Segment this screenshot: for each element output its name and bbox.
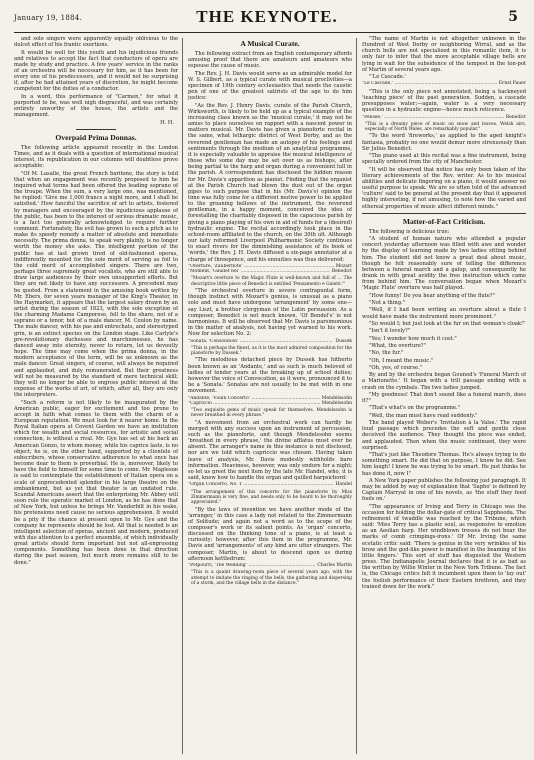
column-3 [362, 36, 526, 756]
newspaper-title: THE KEYNOTE. [196, 7, 338, 26]
programme-item-composer: Mendelssohn [321, 395, 352, 401]
page-number: 5 [508, 9, 518, 25]
programme-item-composer: Benedict [331, 269, 352, 275]
programme-list [188, 396, 352, 407]
paragraph: "How funny! Do you hear anything of the flute?" [369, 292, 495, 299]
column-rule [356, 38, 357, 754]
paragraph: "Such a reform is not likely to be inaugurated by the American public, eager for excitement and too prone to accept in faith what comes to them with the charm of a European reputation. We must look for it nearer home. In the Royal Italian opera at Covent Garden we have an institution which for wealth and social resources, for artistic and social connection, is without a rival. Mr. Gye has set at his back an American Gonzo, to whom money, while his caprice lasts, is no object; he is, on the other hand, supported by a clientele of subscribers, whose conservative adherence to what once has become dear to them is proverbial. He is, moreover, likely to have the field to himself for some time to come. Mr. Mapleson is said to contemplate the establishment of Italian opera on a scale of unprecedented splendor in his large theatre on the embankment, but as yet that theater is an undated rule. Scandal Americans assert that the enterprising Mr. Abbey will soon rule the operatic market of London, as he has done that of New York, but unless he brings Mr. Vanderbilt in his wake, his pretensions need cause no serious apprehension. It would be a pity if the chance at present open to Mr. Gye and the company he represents should be lost. All that is needed is an intelligent selection of operas, ancient and modern, produced with due attention to a perfect ensemble, of which individually great artists should form important but not all-engrossing components. Something has been done in that direction during the past season, but much more remains still to be done." [14, 399, 178, 566]
paragraph: "What, the overture?" [369, 342, 426, 349]
programme-note: "This is a dreamy piece of music on snow and leaves. Welsh airs, especially of North Wales, are remarkably popular." [365, 121, 526, 133]
paragraph: "The name of Martin is not altogether unknown in the Hundred of West Derby or neighboring Wirral, and as the church bells are not specialized in this romantic item, it is only fair to infer that the more acceptable village bells are lying in wait for the subsidence of the tempest in the ton-pot of Martin of several years ago. [362, 36, 526, 73]
paragraph: "A student of human nature who attended a popular concert yesterday afternoon was filled with awe and wonder by the display of learning made by two ladies sitting behind him. The student did not know a great deal about music, though he felt reasonably sure of telling the difference between a funeral march and a galop, and consequently he drank in with great avidity the free instruction which came from behind him. The conversation began when Mozart's 'Magic Flute' overture was half played. [362, 236, 526, 292]
paragraph: It would be well for this youth and his injudicious friends and relatives to accept the fact that conductors of opera are made by study and practice. A few years' service in the ranks of an orchestra will be necessary for him, as it has been for every one of his predecessors, and it would not be surprising if, after he had attained years of discretion, he might become competent for the duties of a conductor. [14, 49, 178, 93]
programme-item-title: "Pensée,' ..... [362, 115, 504, 120]
programme-note: "The arrangement of this concerto for the pianoforte by Miss Zimmermann is very fine, and needs only to be heard to be thoroughly appreciated." [191, 489, 352, 506]
paragraph: "This is the only piece not annotated, being a hackneyed 'teaching piece' of the past generation. Sudden, a cascade presupposes water;—again, water is a very necessary question in a hydraulic engine—hence much reticence. [362, 88, 526, 114]
paragraph: "Oh, I meant the music." [369, 357, 434, 364]
programme-item-composer: Handel [335, 482, 352, 488]
programme-item-title: "Le Cascade,' ..... [362, 81, 497, 86]
programme-item [188, 482, 352, 487]
programme-item-title: "Moment, 'Gaudet bei' ..... [188, 269, 330, 274]
paragraph: "Well, if I had been writing an overture about a flute I would have made the instrument more prominent." [362, 307, 526, 320]
paragraph: "It will be observed that notice has only been taken of the literary achievements of the Rev. writer. As to his musical abilities and delicate fingering on a piano, it would answer no useful purpose to speak. We are so often told of the advanced 'culture' said to be general at the present day that it appeared highly interesting, if not amusing, to note how the varied and ethereal properties of music affect different minds." [362, 166, 526, 210]
paragraph: The following article appeared recently in the London Times, and as it deals with a question of international musical interest, its republication in our columns will doubtless prove acceptable: [14, 144, 178, 170]
programme-item [188, 563, 352, 568]
paragraph: "That's what's on the programme." [369, 405, 460, 412]
paragraph: and solo singers were apparently equally oblivious to the dulcet effect of his frantic exertions. [14, 36, 178, 49]
paragraph: The following is delicious true: [369, 228, 450, 235]
paragraph: "A movement from an orchestral work can hardly be merged with any success upon an instrument of percussion, such as the pianoforte, and though Mendelssohn seems 'breathed in every phrase,' the divine afflatus must ever be absent. The arranger's name in this instance is not disclosed, nor are we told which capriccio was chosen. Having taken leave of analysis, Mr. Davis modestly withholds bare information. Heaviness, however, was only endure for a night; so let us greet the next item by the late Mr. Handel, who, it is said, knew how to handle the organ and quilled harpsichord: [188, 419, 352, 482]
programme-item [188, 401, 352, 406]
programme-list [362, 115, 526, 120]
paragraph: "By the laws of invention we have another mode of the 'arranger,' in this case a lady not related to the Zimmermann of Solitude; and again not a word as to the scope of the composer's work or its salient points. As 'organ' concerto, discussed on the thinking tone of a piano, is at least a curiosity: however, after this item in the programme, Mr. Davis and 'arrangements' of any kind are utter strangers. The composer, Martin, is about to descend upon us during afternoon kettledrum: [188, 506, 352, 562]
paragraph: "Not a thing." [369, 300, 405, 306]
programme-item-composer: Dussek [335, 338, 352, 344]
column-rule [182, 38, 183, 754]
paragraph: "Oh, yes, of course." [369, 364, 423, 371]
programme-item [362, 81, 526, 86]
programme-note: "This is perhaps the finest, as it is the most admired composition for the pianoforte by Dussek." [191, 345, 352, 356]
divider [76, 129, 116, 130]
article-heading: Matter-of-Fact Criticism. [402, 216, 486, 226]
paragraph: The Rev. J. H. Davis would serve as an admirable model for W. S. Gilbert, as a typical curate with musical proclivities—a specimen of 19th century ecclesiastics that needs the caustic pen of one of the greatest satirists of the age to do him justice: [188, 70, 352, 102]
programme-note: "Mozart's overture to the Magic Flute is well-known and full of ... The descriptive little piece of Benedict is entitled 'Pensamento e Gaieté.'" [191, 276, 352, 287]
paragraph: "My goodness! That don't sound like a funeral march, does it?" [362, 391, 526, 405]
programme-item-title: "Potpourri, 'The Wedding' ..... [188, 563, 315, 568]
programme-item-title: "Sonata, 'Consolation' ..... [188, 339, 333, 344]
paragraph: A New York paper publishes the following just paragraph. It may be added by way of explanation that 'Sapho' is defined by Captain Marryat in one of his novels, as 'the stuff they feed fools on.' [362, 477, 526, 503]
programme-item-title: "Overture, 'Zauberflote' ..... [188, 264, 334, 269]
programme-list [188, 339, 352, 344]
masthead [14, 6, 520, 33]
programme-item-title: "Capriccio ..... [188, 401, 320, 406]
programme-item-composer: Charles Martin [317, 563, 352, 569]
programme-item-title: "Organ Concerto, No. 1 ..... [188, 482, 334, 487]
programme-item-composer: Mozart [335, 263, 352, 269]
programme-item [188, 339, 352, 344]
paragraph: "Yes; I wonder how much it cost." [369, 335, 457, 342]
programme-item-composer: Mendelssohn [321, 400, 352, 406]
paragraph: "Well, the man must have read suddenly." [369, 412, 478, 419]
article-heading: A Musical Curate. [240, 39, 300, 48]
divider [362, 213, 526, 214]
programme-list [362, 81, 526, 86]
programme-list [188, 482, 352, 487]
issue-date: January 19, 1884. [14, 14, 83, 22]
programme-item [188, 269, 352, 274]
paragraph: "That's just like Theodore Thomas. He's always trying to do something smart. He did that on purpose, I know he did. See him laugh! I knew he was trying to be smart. He just thinks he has done it, now I" [362, 452, 526, 477]
paragraph: "The orchestral overture in severe contrapuntal form, though instinct with Mozart's genius, is unusual as a piano solo and must have undergone 'arrangement' by some one—say Liszt, a brother clergyman of the Latin persuasion. As a composer, Benedict is not much known. 'Of Bendel's' is not harmonious. It will be observed that Mr. Davis is parsimonious in the matter of analysis, not having yet warned to his work. Now for selection No. 2: [188, 288, 352, 338]
paragraph: By and by the orchestra began Gounod's 'Funeral March of a Marionette.' It began with a trill passage ending with a crash on the cymbals. The two ladies jumped. [362, 372, 526, 391]
paragraph: "The melodious detached piece by Dussek has hitherto been known as an 'Andante,' and as such is much beloved of ladies of tender years at the breaking up of school duties; however the voice of Convocation, as it were, pronounced it to be a 'Sonata.' Sonatas are not usually to be met with in one movement. [188, 357, 352, 395]
paragraph: "The piano used at this recital was a fine instrument, being specially ordered from the city of Manchester. [362, 153, 526, 166]
programme-item-title: "Andante, 'Violin Concerto' ..... [188, 396, 320, 401]
programme-item-composer: Ernst Pauer [498, 81, 526, 87]
programme-note: "This is a quaint drawing-room piece of several years ago, with the attempt to imitate the ringing of the bells, the gathering and dispersing of a storm, and the village bells in the distance." [191, 570, 352, 586]
article-heading: Overpaid Prima Donnas. [55, 132, 137, 142]
paragraph: "The appearance of Irving and Terry in Chicago was the occasion for holding the dollar-gate of critical Sapphooda. The refinement of twaddle was reached by the Tribune, which said: 'Miss Terry has a plastic soul, as responsive to emotion as an Aeolian harp. Her windblown tresses do not bear the marks of comb crimpings-irons.' Of Mr. Irving the same ecstatic critic said: 'There is genius in the very wrinkles of his brow and the god-like power is manifest in the beaming of his little fingers.' This sort of stuff has disgusted the Western press. The Indianapolis Journal declares that it is as bad as the written by Willie Winter in the New York Tribune. The fact is, the Chicago critics felt it incumbent upon them to 'lay out' the foolish performance of their Eastern brethren, and they trained down for the work." [362, 503, 526, 590]
paragraph: "Isn't it lovely?" [369, 328, 411, 335]
paragraph: The band played Weber's 'Invitation à la Valse.' The rapid loud passage which precedes the soft and gentle close deceived the audience. They thought the piece was ended, and applauded. Then when the music continued, they were surprised. [362, 420, 526, 451]
programme-item-composer: Benedict [505, 114, 526, 120]
paragraph: "To the word 'fireworks,' as applied to the aged knight's fantasia, probably no one would demur more strenuously than Sir Julius Benedict. [362, 133, 526, 152]
paragraph: "No, the fur." [369, 350, 404, 357]
programme-note: "Two exquisite gems of music speak for themselves. Mendelssohn is never breathed in every phrase." [191, 408, 352, 419]
paragraph: The following extract from an English contemporary affords amusing proof that there are amateurs and amateurs who espouse the cause of music. [188, 51, 352, 70]
column-1 [14, 36, 178, 756]
paragraph: "As the Rev. J. Henry Davis, curate of the Parish Church, Wirksworth, is likely to be held up as a typical example of the increasing class known as the 'musical curate,' it may not be amiss to place ourselves en rapport with a nascent power in matters musical. Mr. Davis has given a pianoforte recital in the same, what lethargic district of West Derby, and as the reverend gentleman has made an autopsy of his feelings and sentiments through the medium of an analytical programme, it is especially valuable to appraise the musical intelligence of those who some day may be set over us as bishops, after being partial to the harp and organ during a convenient lull in the parish. A correspondent has disclosed the hidden reason for Mr. Davis's apparition as pianist. Finding that the organist at the Parish Church had blown the dust out of the organ pipes to such purpose that in his (Mr. Davis's) opinion the time was fully come for a different motive power to be applied to the groaning bellows of the instrument, the reverend gentleman, in a happy moment, conceived the idea of forestalling the charitably disposed in the capacious parish by giving a piano playing of his own in aid of funds for a (desired) hydraulic engine. The recital accordingly took place in the school-room affiliated to the church, on the 30th ult. Although our laity reformed Liverpool Philharmonic Society continues to exact rivers for the diminishing assistance of its book of 'words,' the Rev. J. H. Davis diffused a six-page annotator at a charge of threepence, and his ennuities was thus delivered: [188, 102, 352, 263]
programme-item [362, 115, 526, 120]
column-2 [188, 36, 352, 756]
paragraph: "'Le Cascade.' [369, 74, 406, 81]
programme-list [188, 563, 352, 568]
paragraph: In a word, this performance of "Carmen," for what it purported to be, was well nigh disgraceful, and was certainly entirely unworthy of the house, the artists and the management. [14, 93, 178, 119]
paragraph: "Of M. Lasalle, the great French baritone, the story is told that when an engagement was recently proposed to him he inquired what terms had been offered the leading soprano of the troupe. When the sum, a very large one, was mentioned, he replied: 'Give me 1,000 francs a night more, and I shall be satisfied.' How fanciful the sacrifice of art to artists, fostered by managers and encouraged by the injudicious applause of the public, has been to the interest of serious dramatic music, is a fact too generally acknowledged to require further comment. Fortunately, the evil has grown to such a pitch as to make its speedy remedy a matter of absolute and immediate necessity. The prima donna, to speak very plainly, is no longer worth the money she asks. The intelligent portion of the public has at last grown tired of old-fashioned operas, indifferently mounted for the sole merit of serving as foil to the cold merit of accomplished singers. There are two, perhaps three supremely great vocalists, who are still able to draw large audiences by their own unsupported efforts. But they are not likely to have any successors. A precedent may be quoted. From a statement in the amusing book written by Mr. Ebers, for seven years manager of the King's Theater, in the Haymarket, it appears that the largest salary drawn by an artist during the season of 1823, with the sole exception of the charming Madame Camporese, fell to the share, not of a soprano or a tenor, but of a male dancer, M. Coulon by name. The male dancer, with his pas and entrechats, and stereotyped grin, is an extinct species on the London stage. Like Carlyle's pre-revolutionary duchesses and marchionesses, he has danced away into eternity, never to return, let us devoutly hope. The time may come when the prima donna, in the modern acceptance of the term, will be as unknown as the male dancer. Great singers, of course, will always be required and applauded, and duly remunerated. But their greatness will not be measured by the standard of mere technical skill; they will no longer be able to engross public interest at the expense of the works of art, of which, after all, they are only the interpreters. [14, 170, 178, 399]
article-signature: H. H. [160, 119, 174, 126]
paragraph: "So would I; but just look at the fur on that woman's cloak!" [369, 320, 526, 327]
programme-list [188, 264, 352, 275]
